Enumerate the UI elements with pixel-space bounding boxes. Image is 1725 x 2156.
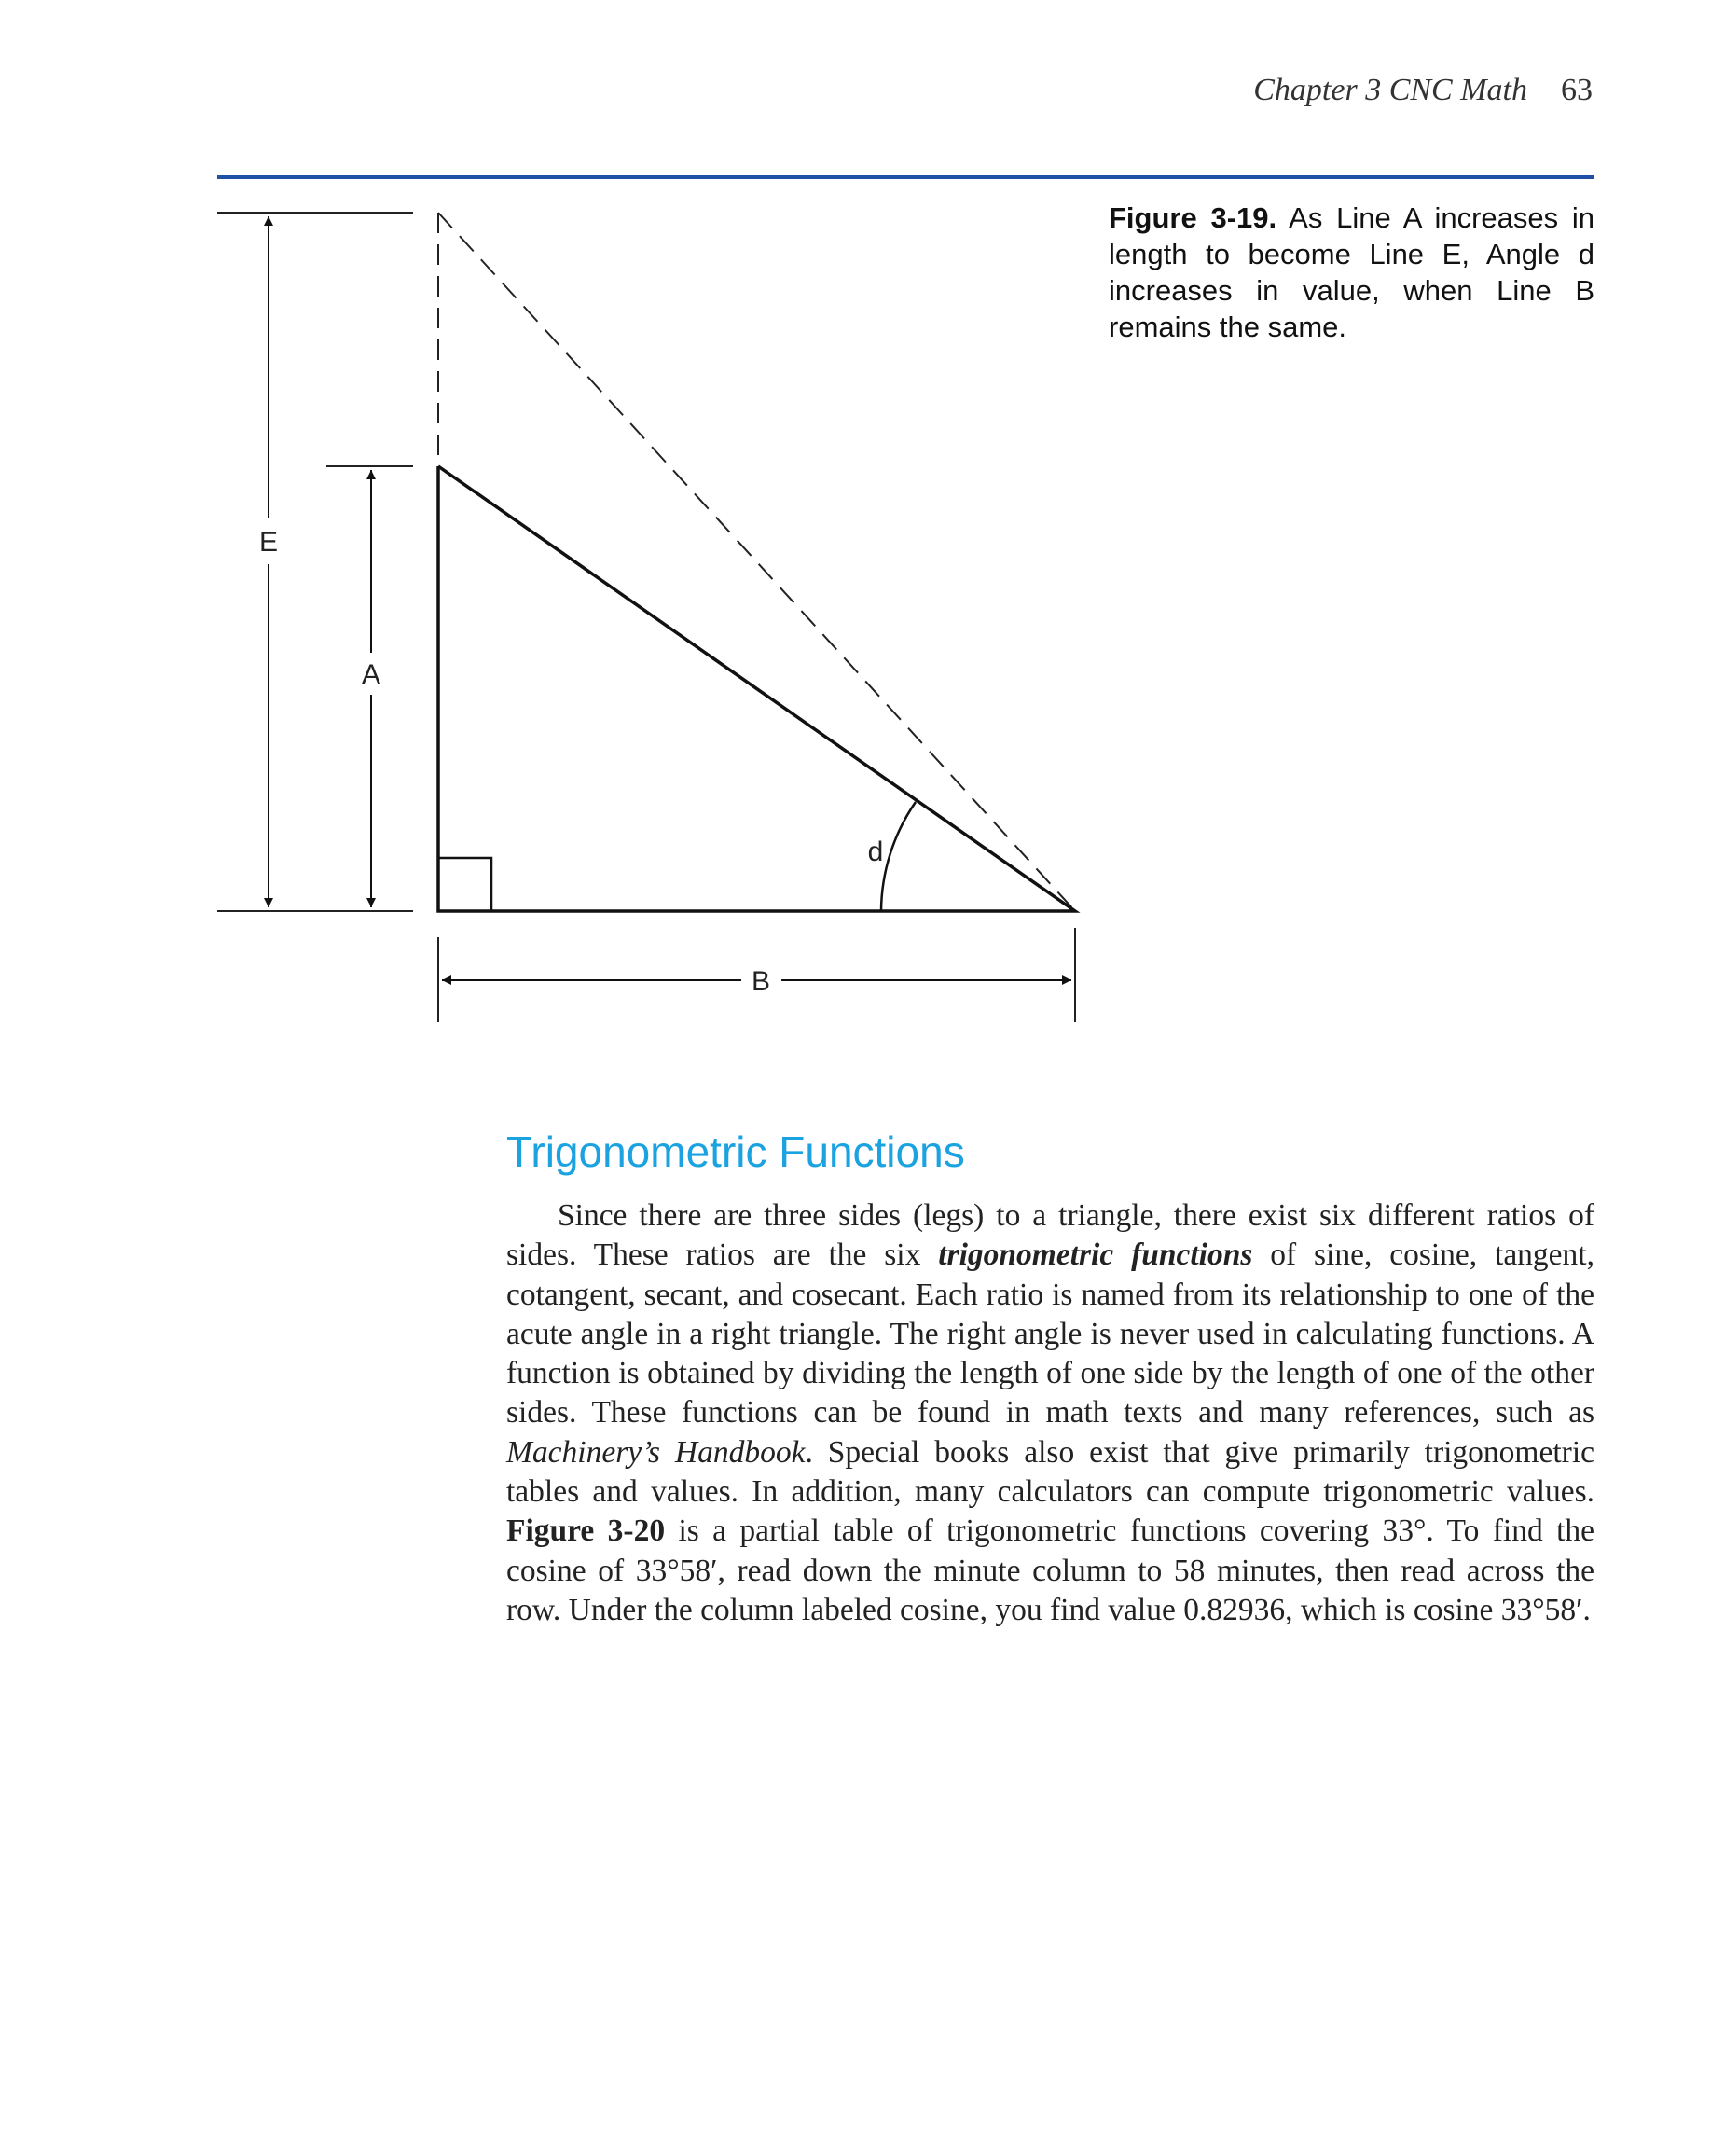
label-a: A: [361, 659, 381, 690]
term-trigonometric-functions: trigonometric functions: [938, 1237, 1253, 1273]
triangle-figure: [0, 0, 1725, 1063]
paragraph-text-3: . Special books also exist that give primarily trigonometric tables and values. In addition, many calculators can compute trigonometric values.: [506, 1434, 1594, 1510]
angle-d-arc: [881, 802, 916, 911]
book-title: Machinery’s Handbook: [506, 1434, 806, 1470]
paragraph-text-4: is a partial table of trigonometric functions covering 33°. To find the cosine of 33°58′, read down the minute column to 58 minutes, then read across the row. Under the column labeled cosine, you find value 0.82936, which is cosine 33°58′.: [506, 1513, 1594, 1627]
section-heading: Trigonometric Functions: [506, 1127, 965, 1176]
paragraph-text-1: Since there are three sides (legs) to a triangle, there exist six different ratios of sides. These ratios are the six: [506, 1198, 1594, 1273]
body-paragraph: [506, 1196, 1594, 1630]
figure-reference: Figure 3-20: [506, 1513, 666, 1549]
right-triangle: [438, 466, 1075, 911]
figure-number: Figure 3-19.: [1109, 201, 1277, 234]
label-b: B: [751, 966, 771, 997]
page-number: 63: [1561, 73, 1593, 107]
caption-text: As Line A increases in length to become Line E, Angle d increases in value, when Line B remains the same.: [1109, 201, 1595, 343]
dashed-hypotenuse: [438, 213, 1075, 911]
right-angle-marker: [438, 858, 491, 911]
paragraph-text-2: of sine, cosine, tangent, cotangent, secant, and cosecant. Each ratio is named from its relationship to one of the acute angle in a right triangle. The right angle is never used in calculating functions. A function is obtained by dividing the length of one side by the length of one of the other sides. These functions can be found in math texts and many references, such as: [506, 1237, 1594, 1430]
chapter-title: Chapter 3 CNC Math: [1253, 73, 1527, 107]
label-d: d: [867, 836, 884, 867]
label-e: E: [258, 527, 279, 558]
